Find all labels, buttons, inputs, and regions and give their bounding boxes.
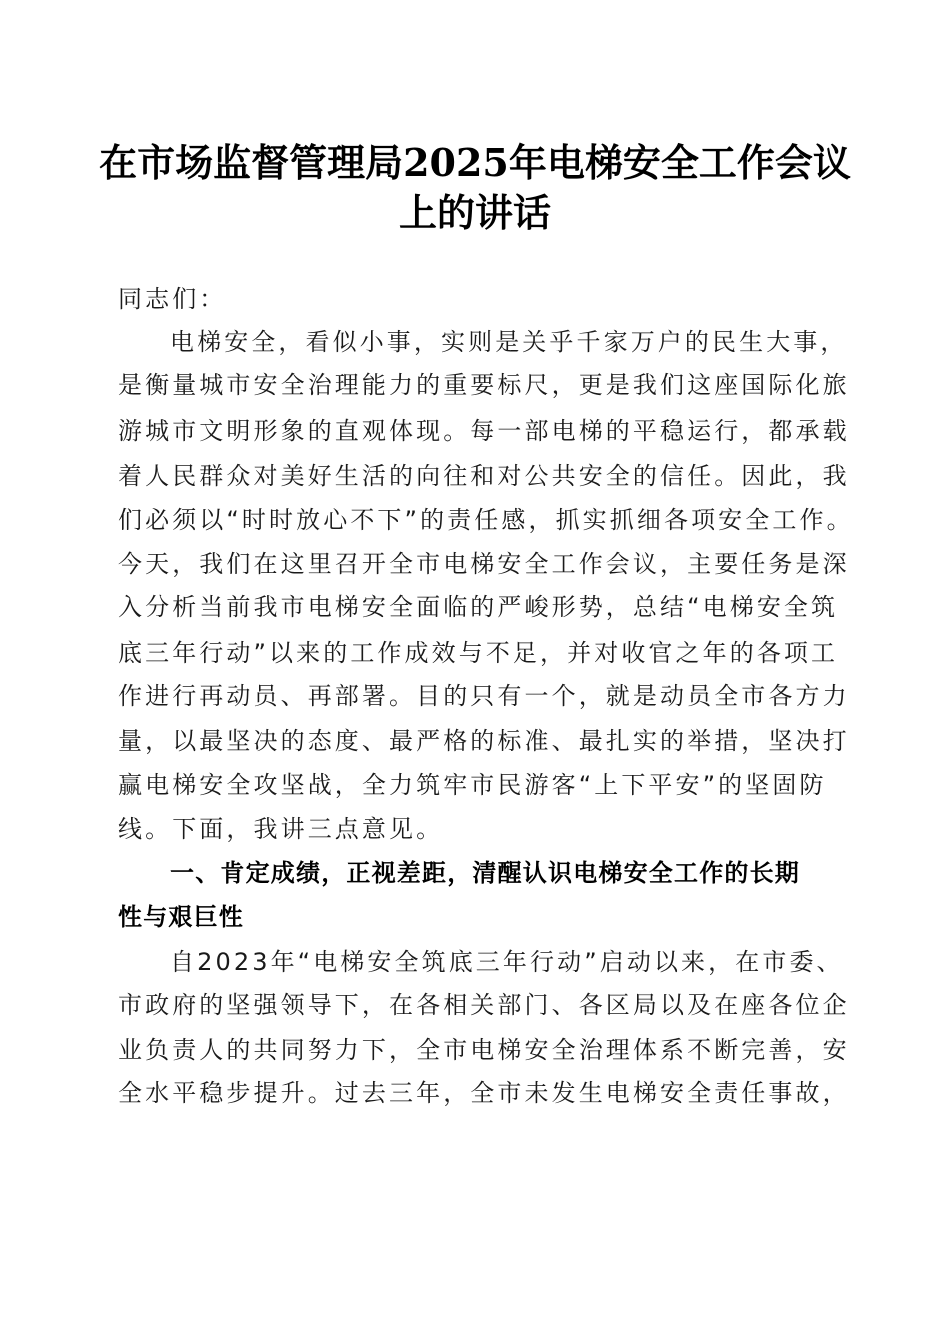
paragraph-1-line-8: 底三年行动”以来的工作成效与不足，并对收官之年的各项工	[118, 639, 839, 667]
paragraph-2-line-2: 市政府的坚强领导下，在各相关部门、各区局以及在座各位企	[118, 991, 850, 1019]
paragraph-2-line-3: 业负责人的共同努力下，全市电梯安全治理体系不断完善，安	[118, 1036, 850, 1064]
document-title	[0, 138, 950, 238]
section-heading-1-line-2: 性与艰巨性	[118, 903, 244, 931]
paragraph-1-line-11: 赢电梯安全攻坚战，全力筑牢市民游客“上下平安”的坚固防	[118, 771, 827, 799]
paragraph-1-line-7: 入分析当前我市电梯安全面临的严峻形势，总结“电梯安全筑	[118, 593, 839, 621]
paragraph-1-line-2: 是衡量城市安全治理能力的重要标尺，更是我们这座国际化旅	[118, 371, 850, 399]
paragraph-1-line-9: 作进行再动员、再部署。目的只有一个，就是动员全市各方力	[118, 682, 850, 710]
paragraph-1-line-1: 电梯安全，看似小事，实则是关乎千家万户的民生大事，	[170, 328, 848, 356]
title-line-1: 在市场监督管理局2025年电梯安全工作会议	[99, 140, 851, 185]
section-heading-1-line-1: 一、肯定成绩，正视差距，清醒认识电梯安全工作的长期	[170, 859, 800, 887]
title-line-2: 上的讲话	[398, 190, 551, 235]
paragraph-1-line-5: 们必须以“时时放心不下”的责任感，抓实抓细各项安全工作。	[118, 506, 854, 534]
paragraph-1-line-3: 游城市文明形象的直观体现。每一部电梯的平稳运行，都承载	[118, 417, 850, 445]
paragraph-1-line-4: 着人民群众对美好生活的向往和对公共安全的信任。因此，我	[118, 462, 850, 490]
paragraph-2-line-1: 自2023年“电梯安全筑底三年行动”启动以来，在市委、	[170, 948, 844, 976]
salutation: 同志们：	[118, 285, 227, 313]
paragraph-1-line-6: 今天，我们在这里召开全市电梯安全工作会议，主要任务是深	[118, 550, 850, 578]
paragraph-1-line-12: 线。下面，我讲三点意见。	[118, 815, 444, 843]
paragraph-2-line-4: 全水平稳步提升。过去三年，全市未发生电梯安全责任事故，	[118, 1079, 850, 1107]
paragraph-1-line-10: 量，以最坚决的态度、最严格的标准、最扎实的举措，坚决打	[118, 727, 850, 755]
